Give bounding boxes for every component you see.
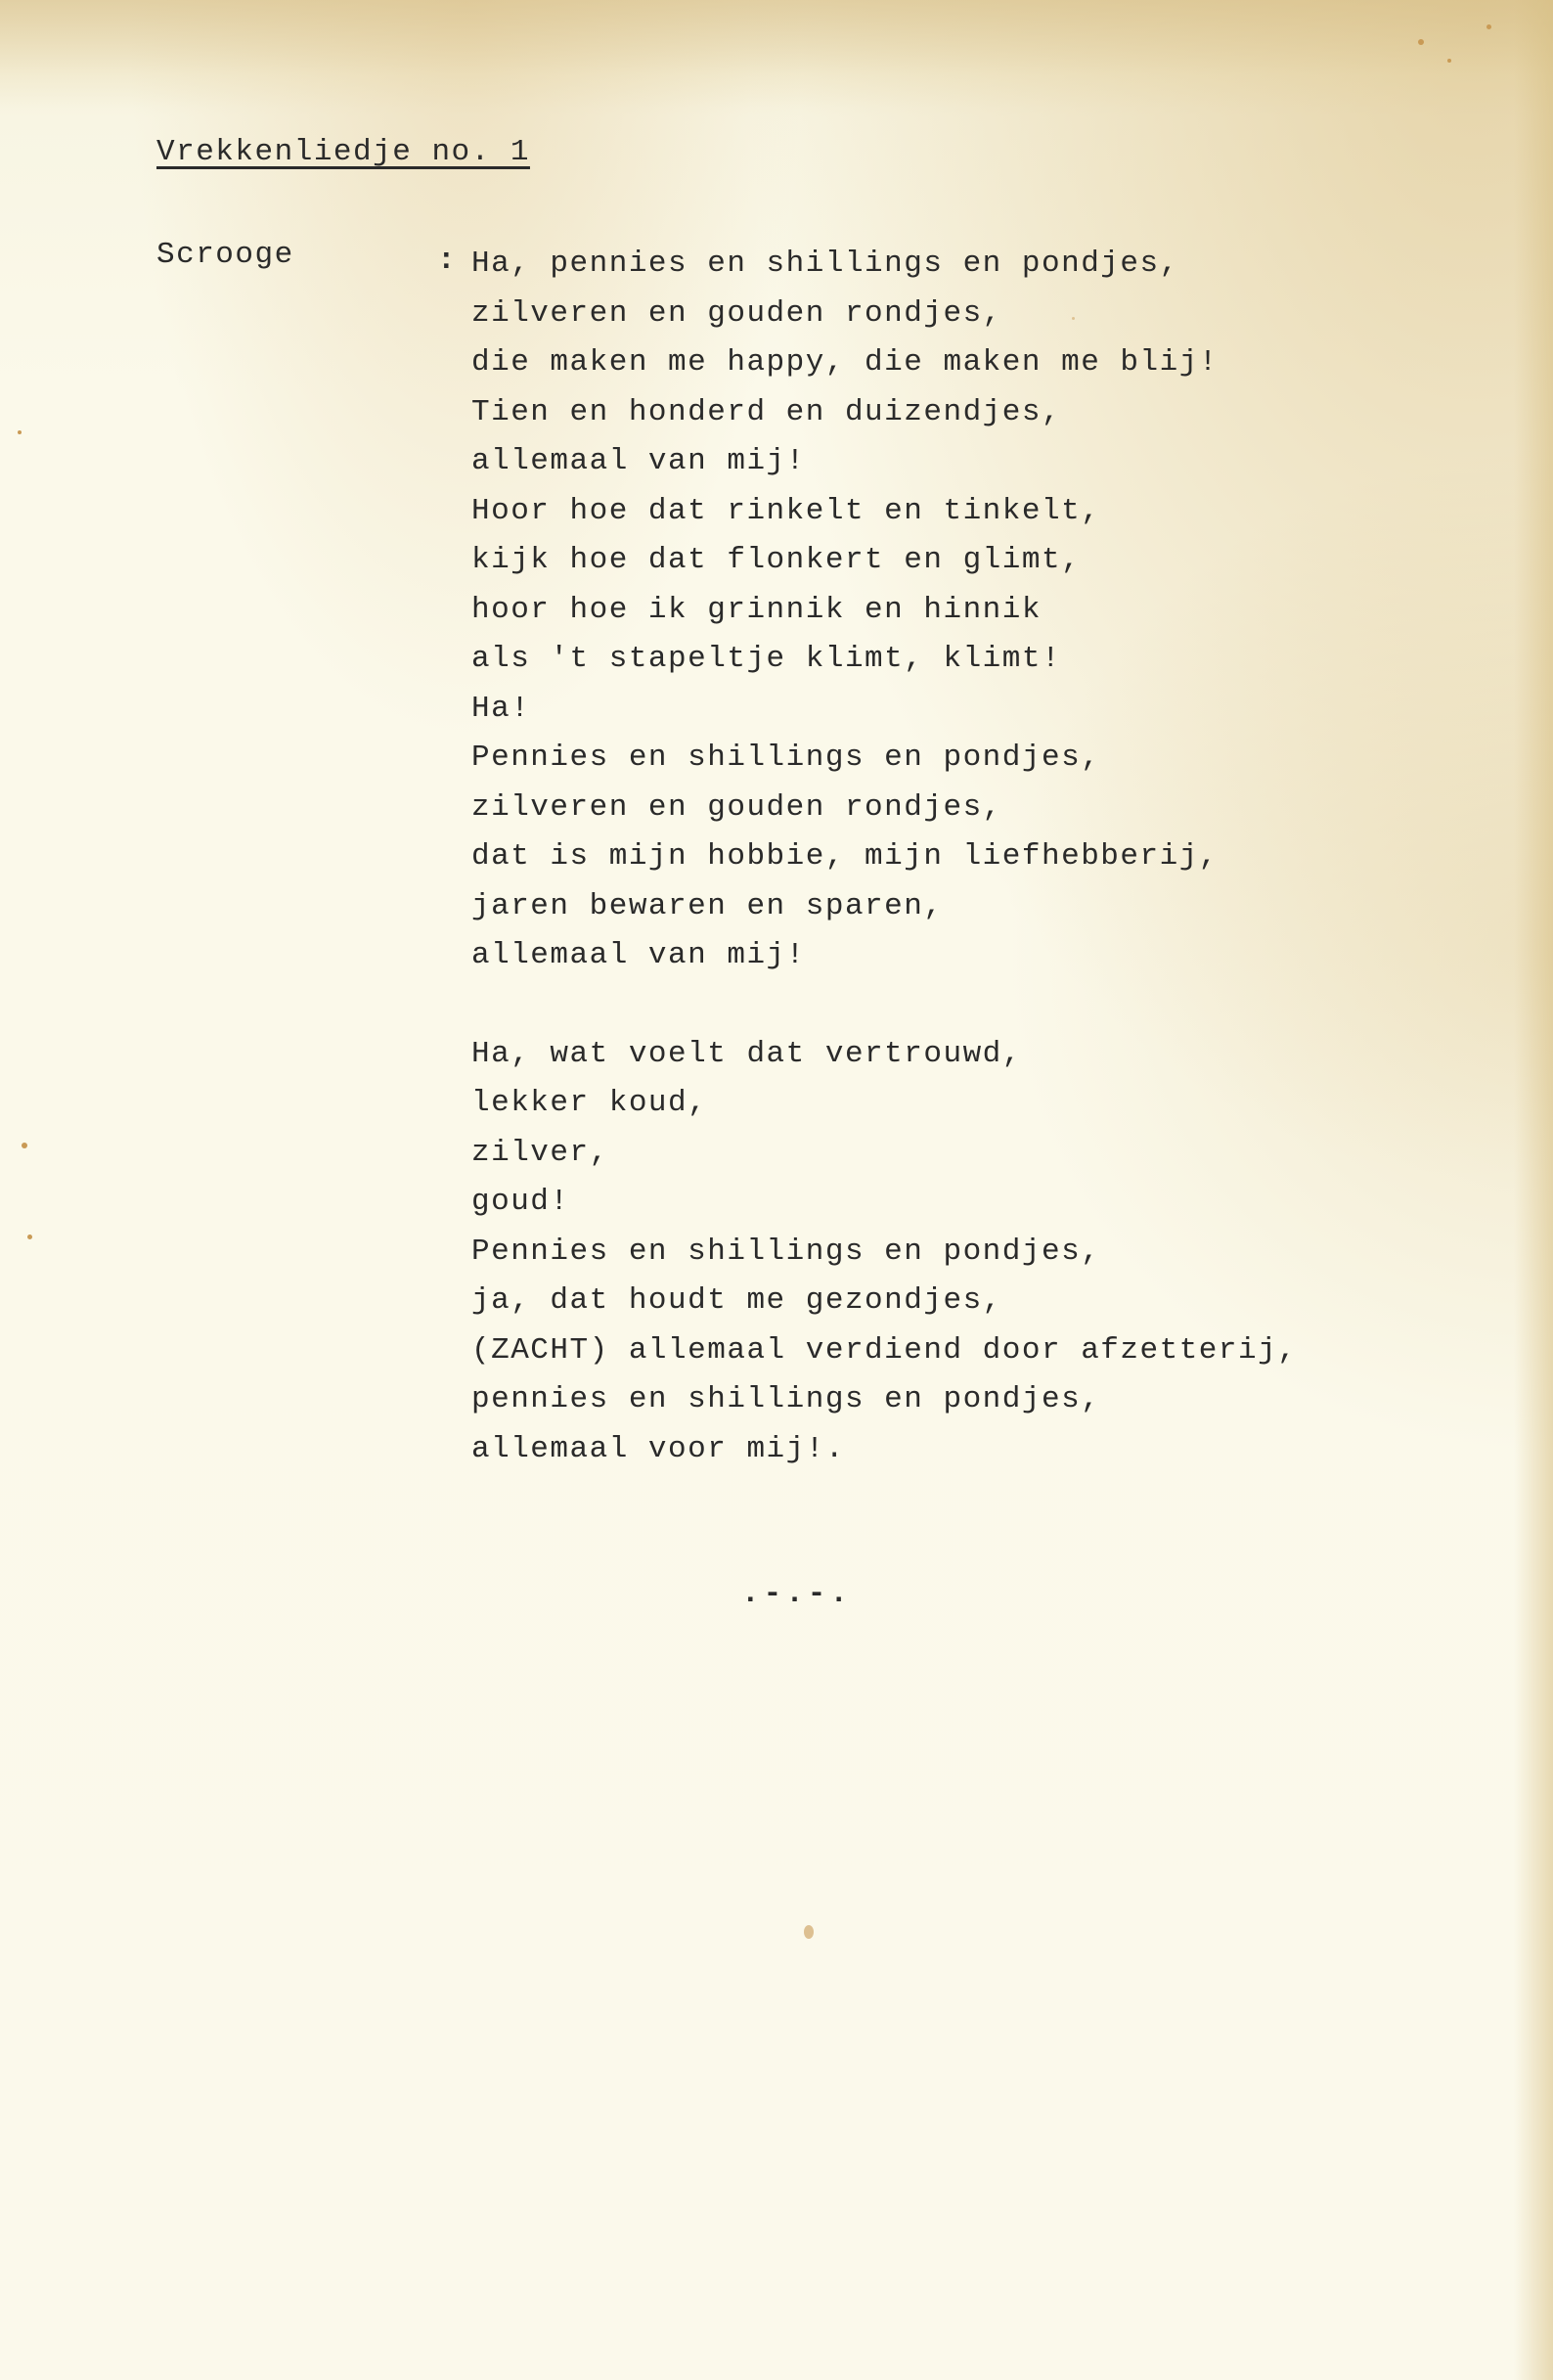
lyric-line: die maken me happy, die maken me blij!: [471, 345, 1219, 380]
lyric-line: dat is mijn hobbie, mijn liefhebberij,: [471, 839, 1219, 874]
lyric-line: Hoor hoe dat rinkelt en tinkelt,: [471, 493, 1101, 528]
lyric-line: ja, dat houdt me gezondjes,: [471, 1283, 1002, 1318]
lyric-line: Ha, wat voelt dat vertrouwd,: [471, 1036, 1022, 1071]
lyric-line: allemaal voor mij!.: [471, 1431, 845, 1466]
lyric-line: zilver,: [471, 1135, 609, 1170]
paper-speck: [1447, 59, 1451, 63]
lyric-line: Pennies en shillings en pondjes,: [471, 1234, 1101, 1269]
speaker-separator: :: [437, 244, 458, 278]
paper-speck: [27, 1235, 32, 1239]
lyric-line: kijk hoe dat flonkert en glimt,: [471, 543, 1082, 577]
aged-paper-right-edge: [1514, 0, 1553, 2380]
paper-speck: [1486, 24, 1491, 29]
lyric-line: lekker koud,: [471, 1086, 708, 1120]
speaker-name: Scrooge: [156, 238, 294, 272]
aged-paper-top-edge: [0, 0, 1553, 108]
stanza-1: [471, 240, 1508, 981]
paper-speck: [804, 1925, 814, 1939]
lyric-line: jaren bewaren en sparen,: [471, 888, 944, 923]
lyric-line: allemaal van mij!: [471, 938, 806, 972]
paper-speck: [22, 1143, 27, 1148]
lyric-line: zilveren en gouden rondjes,: [471, 295, 1002, 331]
lyric-line: Ha!: [471, 691, 531, 726]
lyric-line: Tien en honderd en duizendjes,: [471, 394, 1062, 429]
paper-speck: [18, 430, 22, 434]
lyric-line: hoor hoe ik grinnik en hinnik: [471, 592, 1042, 627]
lyric-line: zilveren en gouden rondjes,: [471, 789, 1002, 825]
lyrics: [471, 240, 1508, 1523]
end-mark: .-.-.: [741, 1577, 853, 1611]
paper-speck: [1418, 39, 1424, 45]
lyric-line: Ha, pennies en shillings en pondjes,: [471, 247, 1179, 281]
stanza-2: [471, 1030, 1508, 1475]
lyric-line: pennies en shillings en pondjes,: [471, 1382, 1101, 1416]
lyric-line: goud!: [471, 1185, 570, 1219]
lyric-line: als 't stapeltje klimt, klimt!: [471, 642, 1062, 676]
lyric-line: (ZACHT) allemaal verdiend door afzetterij,: [471, 1332, 1298, 1368]
lyric-line: allemaal van mij!: [471, 444, 806, 478]
song-title: Vrekkenliedje no. 1: [156, 135, 530, 169]
lyric-line: Pennies en shillings en pondjes,: [471, 741, 1101, 775]
